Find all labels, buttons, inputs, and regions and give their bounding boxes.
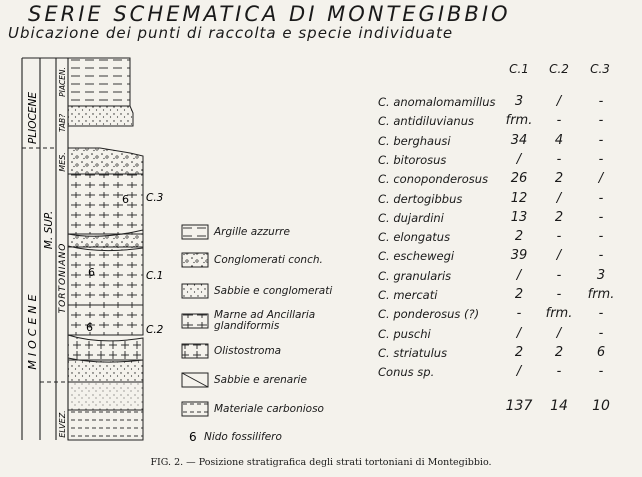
table-cell: frm. (545, 306, 573, 321)
table-cell: - (556, 268, 562, 283)
table-cell: - (556, 229, 562, 244)
layer-marne-upper (68, 174, 143, 234)
column-header: C.2 (549, 62, 569, 76)
table-cell: - (556, 364, 562, 379)
legend-label-sabbie-conglomerati: Sabbie e conglomerati (214, 285, 333, 297)
table-cell: - (598, 191, 604, 206)
legend-swatch-nido: 6 (189, 430, 197, 444)
table-cell: - (556, 152, 562, 167)
stage-label-mes: MES. (58, 152, 67, 172)
table-total: 10 (592, 398, 610, 414)
table-cell: - (598, 133, 604, 148)
layer-marne-lower (68, 305, 143, 335)
table-cell: - (598, 248, 604, 263)
table-cell: 12 (510, 191, 528, 206)
sample-point-label: C.1 (146, 270, 164, 282)
species-name: C. eschewegi (378, 249, 455, 263)
table-cell: - (598, 364, 604, 379)
table-cell: - (598, 229, 604, 244)
column-header: C.3 (590, 62, 610, 76)
table-cell: 26 (510, 171, 528, 186)
species-name: C. dujardini (378, 211, 444, 225)
epoch-label-miocene: MIOCENE (26, 290, 39, 370)
legend-swatch-conglomerati-conch (182, 253, 208, 267)
legend-swatch-argille (182, 225, 208, 239)
table-cell: / (556, 326, 562, 341)
layer-sabbie-tab (68, 106, 133, 126)
table-cell: - (598, 94, 604, 109)
table-cell: / (516, 268, 522, 283)
species-name: C. elongatus (378, 230, 451, 244)
layer-conglomerati-mes (68, 148, 143, 174)
species-name: C. dertogibbus (378, 192, 463, 206)
legend-swatch-carbonioso (182, 402, 208, 416)
table-cell: / (598, 171, 604, 186)
table-cell: - (598, 152, 604, 167)
table-cell: / (556, 191, 562, 206)
legend-label-sabbie-arenarie: Sabbie e arenarie (214, 374, 307, 386)
table-cell: 2 (514, 287, 524, 302)
species-name: C. bitorosus (378, 153, 447, 167)
figure-subtitle: Ubicazione dei punti di raccolta e specie individuate (8, 24, 454, 42)
table-cell: / (556, 94, 562, 109)
table-total: 14 (550, 398, 568, 414)
species-name: C. anomalomamillus (378, 95, 496, 109)
layer-marne-middle (68, 247, 143, 305)
stage-label-tab: TAB? (58, 113, 67, 133)
fossil-nest-marker: 6 (122, 193, 129, 206)
layer-carbonioso-elvez (68, 410, 143, 440)
legend-label-marne: Marne ad Ancillaria glandiformis (214, 309, 316, 332)
stage-label-elvez: ELVEZ. (58, 410, 67, 438)
layer-olistostroma (68, 335, 143, 362)
layer-sabbie-conglomerati (68, 360, 143, 382)
fossil-nest-marker: 6 (86, 321, 93, 334)
legend-label-olistostroma: Olistostroma (214, 345, 282, 357)
species-name: C. mercati (378, 288, 438, 302)
table-cell: / (556, 248, 562, 263)
table-cell: 3 (514, 94, 524, 109)
table-cell: 2 (554, 171, 564, 186)
species-name: C. puschi (378, 327, 431, 341)
table-cell: - (516, 306, 522, 321)
species-name: Conus sp. (378, 365, 435, 379)
table-cell: - (556, 113, 562, 128)
subepoch-label: M. SUP. (43, 210, 55, 250)
legend-label-argille: Argille azzurre (214, 226, 290, 238)
species-name: C. conoponderosus (378, 172, 489, 186)
sample-point-label: C.3 (146, 192, 164, 204)
table-cell: / (516, 326, 522, 341)
table-cell: 39 (510, 248, 528, 263)
legend-swatch-marne (182, 314, 208, 328)
table-cell: - (598, 306, 604, 321)
figure-caption: FIG. 2. — Posizione stratigrafica degli strati tortoniani di Montegibbio. (150, 457, 492, 468)
table-cell: - (556, 287, 562, 302)
table-cell: 13 (510, 210, 528, 225)
table-total: 137 (505, 398, 533, 414)
layer-argille-pliocene (68, 58, 130, 106)
species-name: C. granularis (378, 269, 452, 283)
legend-swatch-sabbie-arenarie-diagonal (182, 373, 208, 387)
species-name: C. antidiluvianus (378, 114, 474, 128)
table-cell: 4 (554, 133, 564, 148)
table-cell: / (516, 364, 522, 379)
legend-swatch-olistostroma (182, 344, 208, 358)
species-name: C. ponderosus (?) (378, 307, 480, 321)
stage-label-tortoniano: TORTONIANO (58, 242, 68, 314)
sample-point-label: C.2 (146, 324, 164, 336)
table-cell: 2 (514, 345, 524, 360)
table-cell: - (598, 113, 604, 128)
fossil-nest-marker: 6 (88, 266, 95, 279)
table-cell: frm. (587, 287, 615, 302)
table-cell: / (516, 152, 522, 167)
epoch-label-pliocene: PLIOCENE (27, 92, 39, 144)
legend-swatch-sabbie-conglomerati (182, 284, 208, 298)
legend-label-carbonioso: Materiale carbonioso (214, 403, 324, 415)
table-cell: 2 (514, 229, 524, 244)
table-cell: 3 (596, 268, 606, 283)
column-header: C.1 (509, 62, 529, 76)
table-cell: - (598, 326, 604, 341)
table-cell: frm. (505, 113, 533, 128)
legend-label-nido: Nido fossilifero (204, 431, 282, 443)
table-cell: - (598, 210, 604, 225)
species-name: C. striatulus (378, 346, 448, 360)
table-cell: 2 (554, 210, 564, 225)
species-name: C. berghausi (378, 134, 451, 148)
stage-label-piacen: PIACEN. (58, 67, 67, 97)
legend-label-conglomerati-conch: Conglomerati conch. (214, 254, 323, 266)
table-cell: 6 (596, 345, 606, 360)
table-cell: 2 (554, 345, 564, 360)
table-cell: 34 (510, 133, 528, 148)
layer-arenarie-elvez (68, 382, 143, 410)
figure-title: SERIE SCHEMATICA DI MONTEGIBBIO (28, 2, 511, 26)
